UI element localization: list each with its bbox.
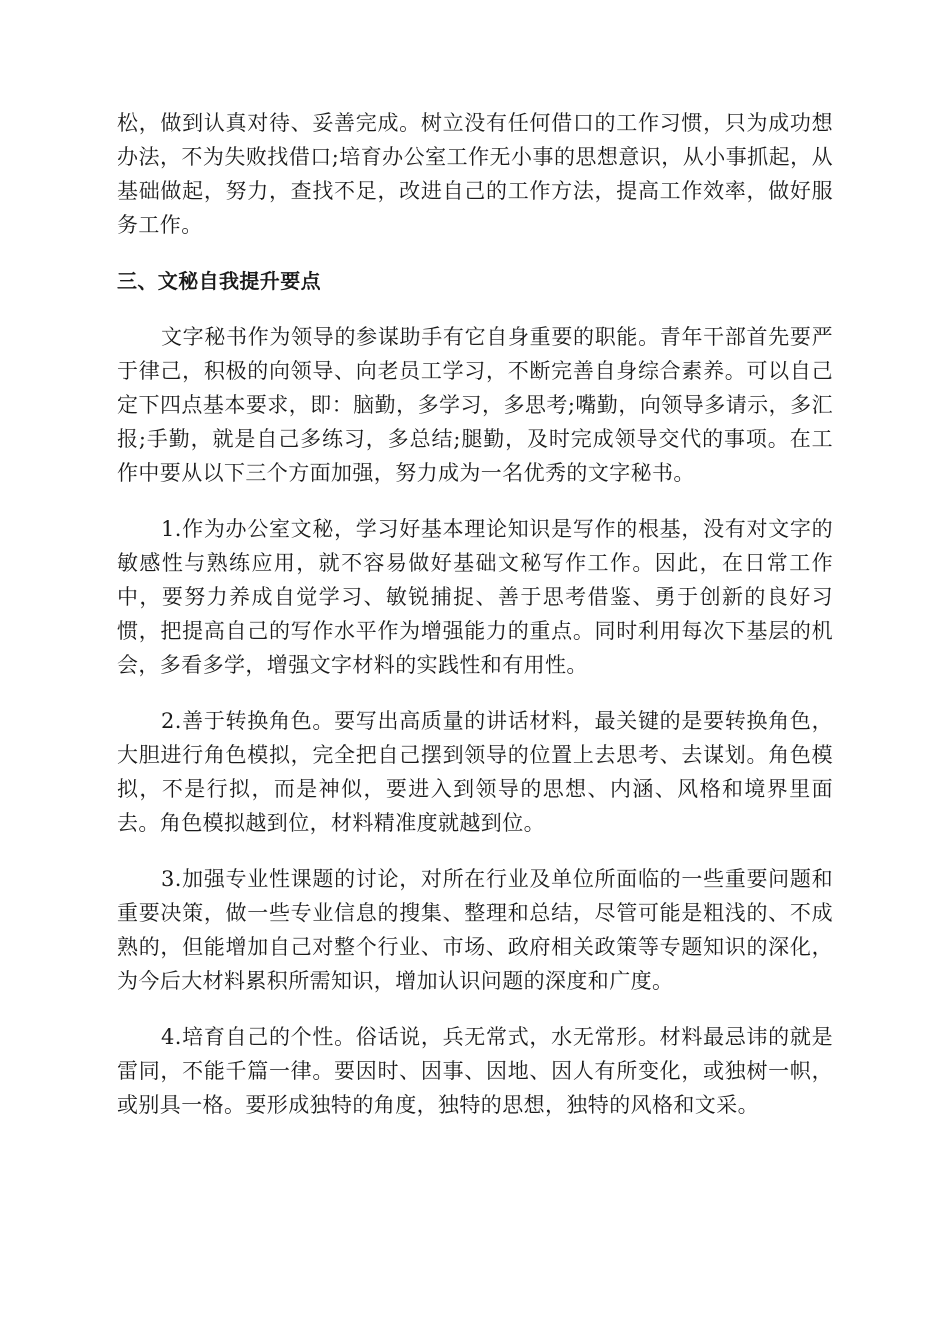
paragraph-point-4: 4.培育自己的个性。俗话说，兵无常式，水无常形。材料最忌讳的就是雷同，不能千篇一律。要因时、因事、因地、因人有所变化，或独树一帜，或别具一格。要形成独特的角度，独特的思想，独特的风格和文采。 — [117, 1025, 833, 1117]
document-page — [117, 106, 833, 1144]
paragraph-point-2: 2.善于转换角色。要写出高质量的讲话材料，最关键的是要转换角色，大胆进行角色模拟，完全把自己摆到领导的位置上去思考、去谋划。角色模拟，不是行拟，而是神似，要进入到领导的思想、内涵、风格和境界里面去。角色模拟越到位，材料精准度就越到位。 — [117, 709, 833, 835]
paragraph-point-1: 1.作为办公室文秘，学习好基本理论知识是写作的根基，没有对文字的敏感性与熟练应用，就不容易做好基础文秘写作工作。因此，在日常工作中，要努力养成自觉学习、敏锐捕捉、善于思考借鉴、勇于创新的良好习惯，把提高自己的写作水平作为增强能力的重点。同时利用每次下基层的机会，多看多学，增强文字材料的实践性和有用性。 — [117, 517, 833, 677]
paragraph-continuation: 松，做到认真对待、妥善完成。树立没有任何借口的工作习惯，只为成功想办法，不为失败找借口;培育办公室工作无小事的思想意识，从小事抓起，从基础做起，努力，查找不足，改进自己的工作方法，提高工作效率，做好服务工作。 — [117, 111, 833, 237]
paragraph-point-3: 3.加强专业性课题的讨论，对所在行业及单位所面临的一些重要问题和重要决策，做一些专业信息的搜集、整理和总结，尽管可能是粗浅的、不成熟的，但能增加自己对整个行业、市场、政府相关政策等专题知识的深化，为今后大材料累积所需知识，增加认识问题的深度和广度。 — [117, 867, 833, 993]
section-heading: 三、文秘自我提升要点 — [117, 269, 321, 293]
paragraph-intro: 文字秘书作为领导的参谋助手有它自身重要的职能。青年干部首先要严于律己，积极的向领导、向老员工学习，不断完善自身综合素养。可以自己定下四点基本要求，即：脑勤，多学习，多思考;嘴勤，向领导多请示，多汇报;手勤，就是自己多练习，多总结;腿勤，及时完成领导交代的事项。在工作中要从以下三个方面加强，努力成为一名优秀的文字秘书。 — [117, 325, 833, 485]
